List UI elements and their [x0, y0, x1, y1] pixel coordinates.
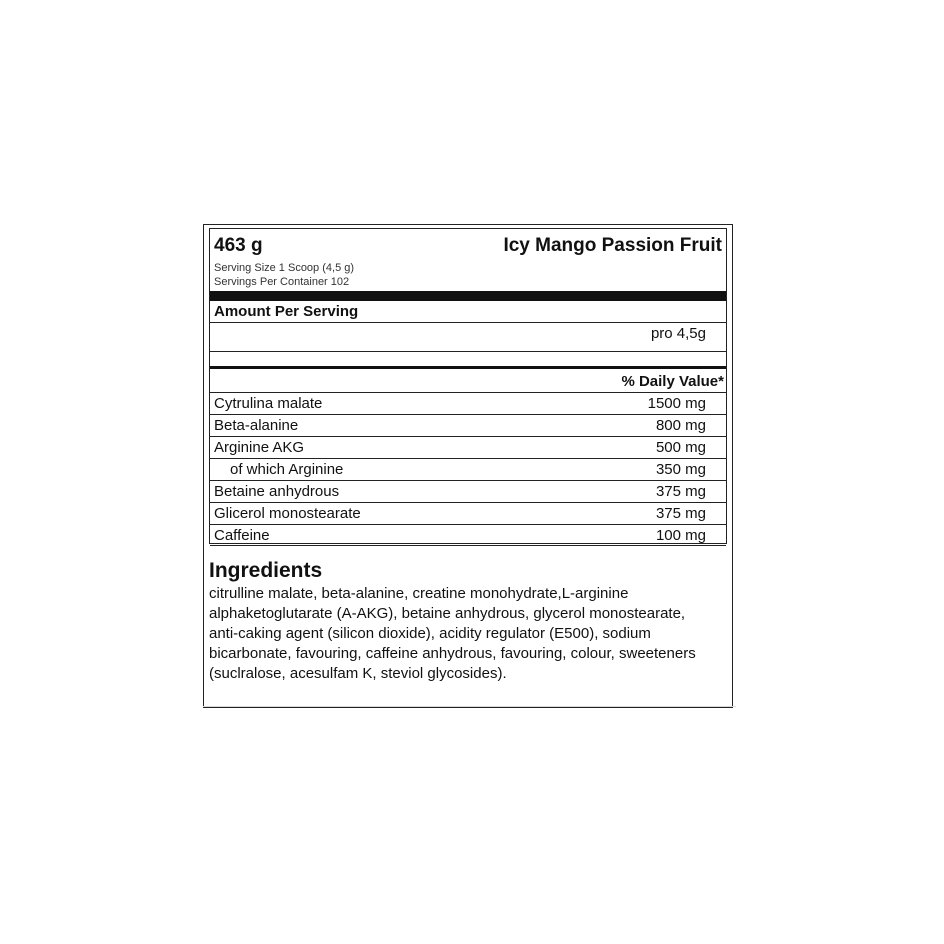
- nutrient-value: 375 mg: [655, 483, 706, 500]
- ingredients-title: Ingredients: [209, 559, 323, 582]
- serving-size: Serving Size 1 Scoop (4,5 g): [214, 262, 355, 274]
- divider: [210, 322, 726, 323]
- nutrient-value: 800 mg: [655, 417, 706, 434]
- label-shadow: [203, 706, 736, 718]
- nutrition-facts-panel: [209, 228, 727, 544]
- nutrient-name: Betaine anhydrous: [214, 483, 340, 500]
- table-row: [210, 480, 726, 502]
- table-row: [210, 502, 726, 524]
- nutrient-name: Glicerol monostearate: [214, 505, 361, 522]
- table-row: [210, 414, 726, 436]
- nutrient-name: Arginine AKG: [214, 439, 305, 456]
- ingredients-section: [209, 558, 727, 684]
- nutrient-value: 1500 mg: [647, 395, 706, 412]
- servings-per-container: Servings Per Container 102: [214, 276, 350, 288]
- nutrient-name: Cytrulina malate: [214, 395, 323, 412]
- nutrient-name: Caffeine: [214, 527, 270, 544]
- flavor-title: Icy Mango Passion Fruit: [503, 235, 722, 256]
- supplement-label: [203, 224, 733, 708]
- divider: [210, 351, 726, 352]
- nutrient-value: 500 mg: [655, 439, 706, 456]
- daily-value-header: % Daily Value*: [621, 373, 724, 390]
- nutrient-value: 100 mg: [655, 527, 706, 544]
- thick-divider: [210, 291, 726, 301]
- ingredients-text: citrulline malate, beta-alanine, creatine monohydrate,L-arginine alphaketoglutarate (A-AKG), betaine anhydrous, glycerol monostearate, anti-caking agent (silicon dioxide), acidity regulator (E500), sodium bicarbonate, favouring, caffeine anhydrous, favouring, colour, sweeteners (suclralose, acesulfam K, steviol glycosides).: [209, 585, 696, 682]
- table-row: [210, 436, 726, 458]
- net-weight: 463 g: [214, 235, 263, 256]
- nutrient-value: 375 mg: [655, 505, 706, 522]
- nutrient-table: [210, 392, 726, 546]
- table-row: [210, 458, 726, 480]
- table-row: [210, 524, 726, 546]
- nutrient-name: Beta-alanine: [214, 417, 299, 434]
- per-amount: pro 4,5g: [650, 325, 706, 342]
- amount-per-serving-heading: Amount Per Serving: [214, 303, 359, 320]
- nutrient-name: of which Arginine: [230, 461, 344, 478]
- medium-divider: [210, 366, 726, 369]
- nutrient-value: 350 mg: [655, 461, 706, 478]
- table-row: [210, 392, 726, 414]
